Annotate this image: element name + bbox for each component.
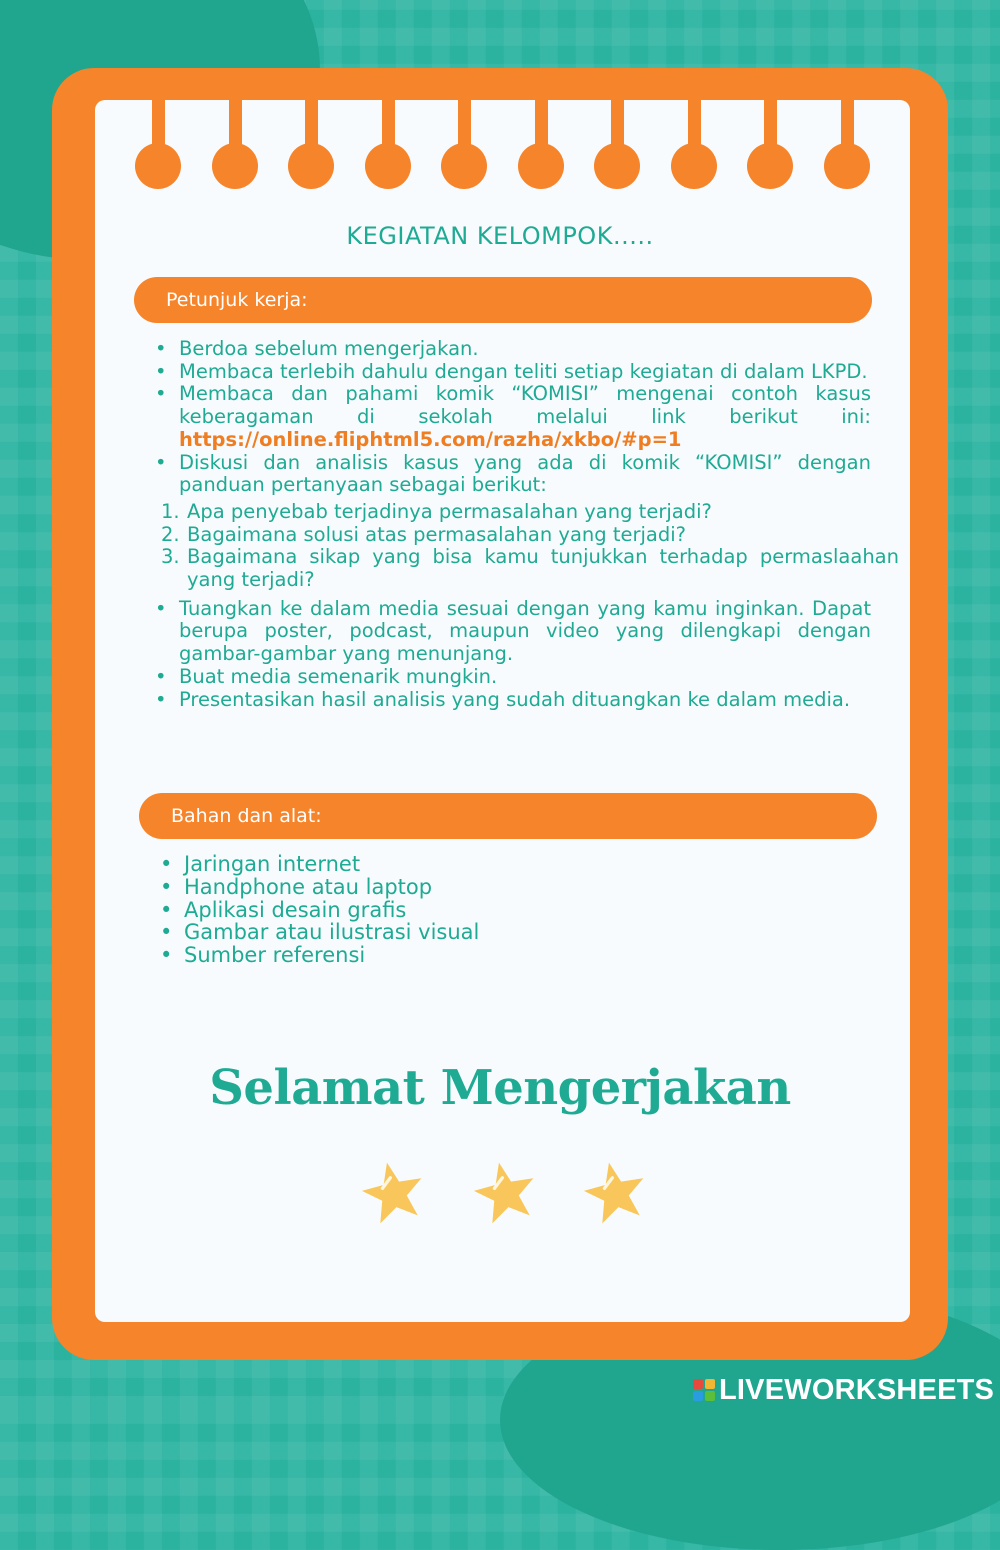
star-icon xyxy=(360,1158,426,1224)
binding-ring xyxy=(365,143,411,189)
binding-ring xyxy=(288,143,334,189)
instruction-item: • Buat media semenarik mungkin. xyxy=(155,666,871,689)
question-text: Bagaimana solusi atas permasalahan yang terjadi? xyxy=(187,522,687,546)
binding-ring xyxy=(135,143,181,189)
instruction-item: • Presentasikan hasil analisis yang sudah dituangkan ke dalam media. xyxy=(155,689,871,712)
question-number: 2. xyxy=(161,522,180,546)
binding-ring xyxy=(671,143,717,189)
star-icon xyxy=(582,1158,648,1224)
instruction-item: • Berdoa sebelum mengerjakan. xyxy=(155,338,871,361)
material-item: • Jaringan internet xyxy=(160,853,760,876)
page-title: KEGIATAN KELOMPOK..... xyxy=(346,222,654,250)
material-item: • Gambar atau ilustrasi visual xyxy=(160,921,760,944)
binding-ring xyxy=(212,143,258,189)
question-number: 3. xyxy=(161,545,180,569)
instruction-item: • Tuangkan ke dalam media sesuai dengan yang kamu inginkan. Dapat berupa poster, podcast, maupun video yang dilengkapi dengan gambar-gambar yang menunjang. xyxy=(155,598,871,666)
question-item xyxy=(161,546,899,591)
liveworksheets-brand-text: LIVEWORKSHEETS xyxy=(719,1373,995,1406)
instruction-item: • Membaca terlebih dahulu dengan teliti setiap kegiatan di dalam LKPD. xyxy=(155,361,871,384)
comic-link[interactable]: https://online.fliphtml5.com/razha/xkbo/#p=1 xyxy=(179,427,682,451)
instruction-item: • Diskusi dan analisis kasus yang ada di komik “KOMISI” dengan panduan pertanyaan sebagai berikut: xyxy=(155,452,871,497)
materials-heading-label: Bahan dan alat: xyxy=(171,805,322,827)
question-number: 1. xyxy=(161,499,180,523)
instructions-list xyxy=(155,337,899,711)
materials-list xyxy=(160,853,760,967)
question-item xyxy=(161,501,899,524)
star-icon xyxy=(472,1158,538,1224)
question-item xyxy=(161,524,899,547)
star-decoration xyxy=(360,1158,660,1228)
liveworksheets-logo-icon xyxy=(693,1379,715,1401)
instructions-heading xyxy=(134,277,872,323)
question-text: Bagaimana sikap yang bisa kamu tunjukkan terhadap permaslaahan yang terjadi? xyxy=(187,545,899,592)
material-item: • Aplikasi desain grafis xyxy=(160,899,760,922)
closing-message: Selamat Mengerjakan xyxy=(209,1060,791,1116)
liveworksheets-brand xyxy=(693,1373,995,1406)
instruction-item xyxy=(155,383,871,451)
materials-heading xyxy=(139,793,877,839)
binding-ring xyxy=(747,143,793,189)
material-item: • Handphone atau laptop xyxy=(160,876,760,899)
binding-ring xyxy=(441,143,487,189)
binding-ring xyxy=(594,143,640,189)
instruction-text: Membaca dan pahami komik “KOMISI” mengenai contoh kasus keberagaman di sekolah melalui link berikut ini: xyxy=(179,382,871,429)
binding-ring xyxy=(824,143,870,189)
question-text: Apa penyebab terjadinya permasalahan yang terjadi? xyxy=(187,499,712,523)
material-item: • Sumber referensi xyxy=(160,944,760,967)
instructions-heading-label: Petunjuk kerja: xyxy=(166,289,308,311)
binding-ring xyxy=(518,143,564,189)
question-list xyxy=(161,501,899,592)
